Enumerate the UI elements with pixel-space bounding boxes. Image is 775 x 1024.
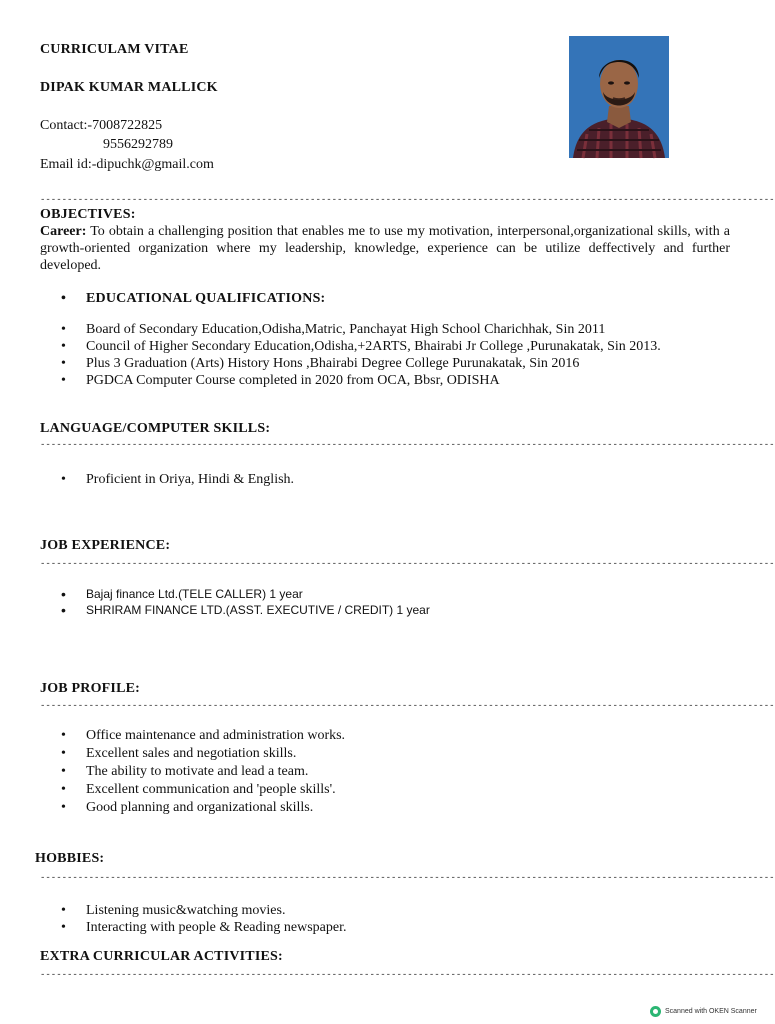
divider-line: ----------------------------------------------------------------------------------------------------------------------------------------: [40, 970, 775, 980]
experience-heading: JOB EXPERIENCE:: [40, 538, 171, 553]
career-label: Career:: [40, 224, 87, 239]
extra-curricular-heading: EXTRA CURRICULAR ACTIVITIES:: [40, 949, 283, 964]
candidate-photo: [569, 36, 669, 158]
list-item: • Council of Higher Secondary Education,Odisha,+2ARTS, Bhairabi Jr College ,Purunakatak, Sin 2013.: [40, 338, 661, 355]
list-item: • Listening music&watching movies.: [40, 902, 346, 919]
divider-line: ----------------------------------------------------------------------------------------------------------------------------------------: [40, 559, 775, 569]
language-heading: LANGUAGE/COMPUTER SKILLS:: [40, 421, 271, 436]
list-item: • Plus 3 Graduation (Arts) History Hons ,Bhairabi Degree College Purunakatak, Sin 2016: [40, 355, 661, 372]
experience-list: [40, 586, 430, 618]
portrait-image: [569, 36, 669, 158]
divider-line: ----------------------------------------------------------------------------------------------------------------------------------------: [40, 440, 775, 450]
contact-email: Email id:-dipuchk@gmail.com: [40, 157, 214, 172]
scanner-watermark: [650, 1006, 757, 1017]
candidate-name: DIPAK KUMAR MALLICK: [40, 80, 218, 95]
contact-phone: Contact:-7008722825: [40, 118, 163, 133]
hobbies-heading: HOBBIES:: [35, 851, 105, 866]
hobbies-list: [40, 902, 346, 936]
objectives-heading: OBJECTIVES:: [40, 207, 136, 222]
list-item: • Office maintenance and administration works.: [40, 727, 345, 745]
document-title: CURRICULAM VITAE: [40, 42, 189, 57]
list-item: • Bajaj finance Ltd.(TELE CALLER) 1 year: [40, 586, 430, 602]
list-item: • PGDCA Computer Course completed in 2020 from OCA, Bbsr, ODISHA: [40, 372, 661, 389]
scanner-text: Scanned with OKEN Scanner: [665, 1008, 757, 1015]
language-list: [40, 471, 294, 488]
scanner-logo-icon: [650, 1006, 661, 1017]
divider-line: ----------------------------------------------------------------------------------------------------------------------------------------: [40, 701, 775, 711]
objectives-text: To obtain a challenging position that enables me to use my motivation, interpersonal,organizational skills, with a growth-oriented organization where my leadership, knowledge, experience can be utilize deffectively and further developed.: [40, 224, 730, 273]
list-item: • Excellent sales and negotiation skills.: [40, 745, 345, 763]
objectives-paragraph: [40, 223, 730, 274]
divider-line: ----------------------------------------------------------------------------------------------------------------------------------------: [40, 873, 775, 883]
list-item: • Proficient in Oriya, Hindi & English.: [40, 471, 294, 488]
list-item: • SHRIRAM FINANCE LTD.(ASST. EXECUTIVE / CREDIT) 1 year: [40, 602, 430, 618]
contact-phone-alt: 9556292789: [103, 137, 173, 152]
list-item: • Good planning and organizational skills.: [40, 799, 345, 817]
list-item: • The ability to motivate and lead a team.: [40, 763, 345, 781]
list-item: • Excellent communication and 'people skills'.: [40, 781, 345, 799]
education-list: [40, 321, 661, 389]
education-heading: • EDUCATIONAL QUALIFICATIONS:: [40, 290, 325, 307]
list-item: • Board of Secondary Education,Odisha,Matric, Panchayat High School Charichhak, Sin 2011: [40, 321, 661, 338]
profile-list: [40, 727, 345, 817]
list-item: • Interacting with people & Reading newspaper.: [40, 919, 346, 936]
education-heading-list: [40, 290, 325, 307]
profile-heading: JOB PROFILE:: [40, 681, 141, 696]
divider-line: ----------------------------------------------------------------------------------------------------------------------------------------: [40, 195, 775, 205]
